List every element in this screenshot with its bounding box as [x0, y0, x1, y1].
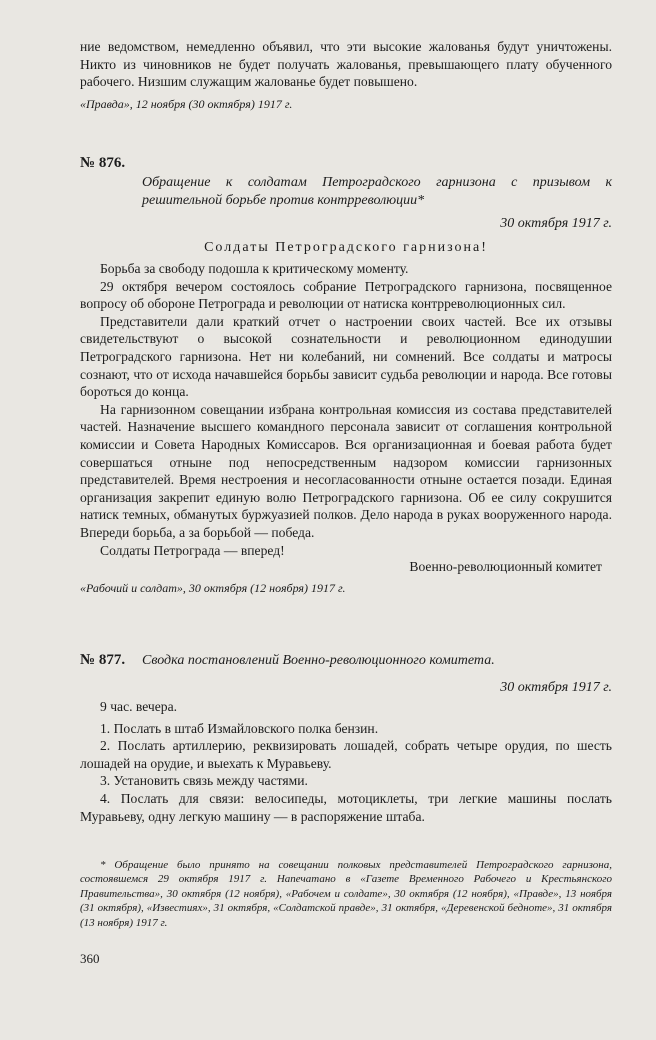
- footnote-block: [80, 858, 612, 930]
- doc-877-item-1: 1. Послать в штаб Измайловского полка бензин.: [100, 720, 379, 736]
- doc-877-item-2: 2. Послать артиллерию, реквизировать лошадей, собрать четыре орудия, по шесть лошадей на орудие, и выехать к Муравьеву.: [80, 738, 612, 771]
- doc-876-paragraph-1: Борьба за свободу подошла к критическому моменту.: [100, 261, 409, 276]
- doc-877-item-3: 3. Установить связь между частями.: [100, 773, 308, 789]
- doc-877-date: 30 октября 1917 г.: [500, 680, 612, 695]
- page-number: 360: [80, 951, 100, 966]
- document-877: [80, 652, 612, 825]
- top-block: [80, 38, 612, 112]
- footnote: * Обращение было принято на совещании полковых представителей Петроградского гарнизона, состоявшемся 29 октября 1917 г. Напечатано в «Газете Временного Рабочего и Крестьянского Правительства», 30 октября (12 ноября), «Рабочем и солдате», 30 октября (12 ноября), «Правде», 13 ноября (31 октября), «Известиях», 31 октября, «Солдатской правде», 31 октября, «Деревенской бедноте», 31 октября (13 ноября) 1917 г.: [80, 859, 612, 929]
- doc-876-source: «Рабочий и солдат», 30 октября (12 ноября) 1917 г.: [80, 581, 346, 596]
- doc-876-heading: Обращение к солдатам Петроградского гарнизона с призывом к решительной борьбе против контрреволюции*: [142, 175, 612, 208]
- doc-876-number: № 876.: [80, 155, 126, 171]
- doc-877-number: № 877.: [80, 652, 126, 668]
- doc-876-paragraph-5: Солдаты Петрограда — вперед!: [100, 542, 285, 558]
- doc-876-paragraph-2: 29 октября вечером состоялось собрание Петроградского гарнизона, посвященное вопросу об обороне Петрограда и революции от натиска контрреволюционных сил.: [80, 278, 612, 312]
- doc-877-time: 9 час. вечера.: [100, 699, 178, 714]
- doc-877-heading: Сводка постановлений Военно-революционного комитета.: [142, 653, 495, 668]
- doc-876-paragraph-3: Представители дали краткий отчет о настроении своих частей. Все их отзывы свидетельствуют о высокой сознательности и революционном единодушии Петроградского гарнизона. Нет ни колебаний, ни сомнений. Все солдаты и матросы сознают, что от исхода начавшейся борьбы зависит судьба революции и народа. Все готовы бороться до конца.: [80, 313, 612, 400]
- document-876: [80, 155, 612, 596]
- doc-876-signature: Военно-революционный комитет: [409, 559, 602, 575]
- doc-877-item-4: 4. Послать для связи: велосипеды, мотоциклеты, три легкие машины послать Муравьеву, одну легкую машину — в распоряжение штаба.: [80, 790, 612, 824]
- top-source: «Правда», 12 ноября (30 октября) 1917 г.: [80, 96, 293, 111]
- doc-876-paragraph-4: На гарнизонном совещании избрана контрольная комиссия из состава представителей частей. Назначение высшего командного персонала зависит от соглашения контрольной комиссии и Совета Народных Комиссаров. Вся организационная и боевая работа будет совершаться отныне под непосредственным надзором комиссии гарнизонных представителей. Время нестроения и несогласованности отныне остается позади. Единая организация закрепит единую волю Петроградского гарнизона. Об ее силу сокрушится натиск темных, обманутых буржуазией полков. Дело народа в руках вооруженного народа. Впереди борьба, а за борьбой — победа.: [80, 401, 612, 540]
- top-paragraph: ние ведомством, немедленно объявил, что эти высокие жалованья будут уничтожены. Никто из чиновников не будет получать жалованья, превышающего плату обученного рабочего. Низшим служащим жалованье будет повышено.: [80, 39, 612, 90]
- doc-876-date: 30 октября 1917 г.: [500, 216, 612, 231]
- doc-876-salutation: Солдаты Петроградского гарнизона!: [204, 240, 488, 255]
